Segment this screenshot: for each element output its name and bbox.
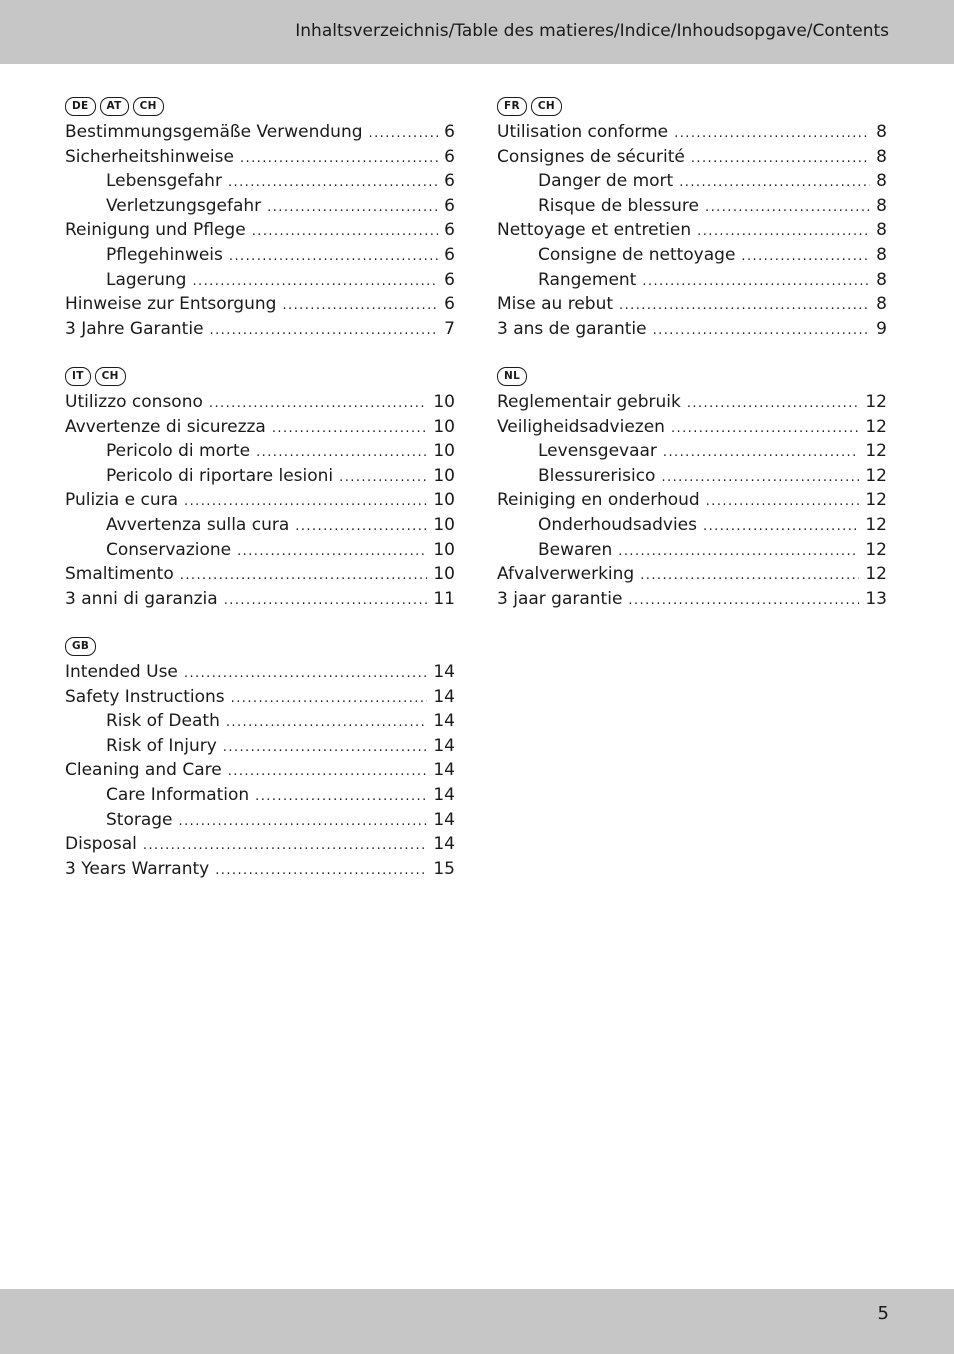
toc-entry-label: 3 anni di garanzia: [65, 588, 218, 609]
toc-entry-label: Intended Use: [65, 662, 178, 682]
toc-entry: [497, 292, 887, 317]
toc-subentry: [497, 513, 887, 538]
toc-entry-label: Consigne de nettoyage: [538, 244, 736, 265]
toc-entry: [65, 857, 455, 882]
toc-entry: [65, 145, 455, 170]
toc-entry-label: Risk of Injury: [106, 735, 217, 756]
toc-entry-page: 9: [876, 318, 887, 339]
toc-entry-page: 14: [433, 686, 455, 707]
toc-entry-label: Hinweise zur Entsorgung: [65, 294, 277, 315]
dot-leader: [267, 196, 438, 221]
toc-entry-page: 6: [444, 269, 455, 290]
toc-entry-label: Lagerung: [106, 269, 187, 290]
toc-section-nl: [497, 363, 887, 611]
toc-subentry: [497, 243, 887, 268]
toc-entry-page: 14: [433, 834, 455, 855]
toc-entry-page: 14: [433, 711, 455, 732]
toc-entry: [65, 120, 455, 145]
toc-entry-page: 10: [433, 416, 455, 437]
toc-entry-page: 10: [433, 539, 455, 560]
dot-leader: [628, 589, 859, 614]
toc-entry: [497, 415, 887, 440]
toc-entry-list: [65, 660, 455, 881]
dot-leader: [228, 171, 438, 196]
dot-leader: [210, 319, 439, 344]
toc-entry-page: 6: [444, 294, 455, 315]
toc-entry-list: [65, 120, 455, 341]
country-badge-fr: FR: [497, 97, 527, 116]
toc-entry-label: 3 Years Warranty: [65, 858, 210, 879]
toc-entry-page: 12: [865, 514, 887, 535]
toc-entry-label: Rangement: [538, 269, 637, 290]
toc-entry: [65, 218, 455, 243]
toc-subentry: [497, 439, 887, 464]
toc-entry-label: Onderhoudsadvies: [538, 514, 698, 535]
toc-entry-label: Avvertenze di sicurezza: [65, 416, 266, 437]
toc-subentry: [65, 268, 455, 293]
country-badge-at: AT: [100, 97, 129, 116]
toc-entry-label: Care Information: [106, 784, 250, 805]
toc-section-fr-ch: [497, 93, 887, 341]
language-badges: [65, 363, 455, 389]
dot-leader: [691, 147, 870, 172]
dot-leader: [640, 564, 859, 589]
toc-subentry: [497, 538, 887, 563]
dot-leader: [687, 392, 860, 417]
toc-entry: [65, 317, 455, 342]
toc-entry: [497, 587, 887, 612]
toc-entry: [497, 120, 887, 145]
toc-entry-page: 6: [444, 146, 455, 167]
toc-subentry: [65, 243, 455, 268]
country-badge-ch: CH: [133, 97, 164, 116]
toc-entry-label: Avvertenza sulla cura: [106, 514, 290, 535]
toc-entry-label: Lebensgefahr: [106, 171, 222, 192]
toc-subentry: [497, 268, 887, 293]
toc-entry: [497, 317, 887, 342]
toc-entry: [497, 390, 887, 415]
toc-entry: [65, 758, 455, 783]
toc-entry: [65, 415, 455, 440]
toc-subentry: [65, 169, 455, 194]
dot-leader: [642, 270, 870, 295]
toc-entry-page: 10: [433, 564, 455, 585]
dot-leader: [272, 417, 428, 442]
toc-entry-page: 15: [433, 858, 455, 879]
toc-entry-page: 12: [865, 465, 887, 486]
toc-entry-label: Reiniging en onderhoud: [497, 490, 700, 511]
toc-subentry: [65, 709, 455, 734]
dot-leader: [703, 515, 859, 540]
toc-entry: [497, 488, 887, 513]
toc-entry-page: 8: [876, 244, 887, 265]
dot-leader: [228, 760, 428, 785]
dot-leader: [209, 392, 427, 417]
toc-entry-page: 8: [876, 122, 887, 142]
toc-entry-page: 10: [433, 490, 455, 511]
toc-entry-page: 6: [444, 220, 455, 241]
toc-entry-label: Disposal: [65, 834, 137, 855]
header-bar: [0, 0, 954, 64]
toc-entry-page: 10: [433, 465, 455, 486]
toc-entry: [497, 562, 887, 587]
toc-entry-label: Consignes de sécurité: [497, 146, 685, 167]
dot-leader: [369, 122, 439, 147]
toc-entry: [65, 832, 455, 857]
country-badge-nl: NL: [497, 367, 527, 386]
toc-entry-page: 14: [433, 784, 455, 805]
toc-entry-page: 8: [876, 171, 887, 192]
toc-subentry: [497, 464, 887, 489]
toc-entry-page: 14: [433, 809, 455, 830]
toc-entry-label: Utilisation conforme: [497, 122, 669, 142]
toc-entry-label: Sicherheitshinweise: [65, 146, 234, 167]
toc-subentry: [65, 538, 455, 563]
toc-entry-page: 12: [865, 392, 887, 412]
footer-bar: [0, 1289, 954, 1354]
page-number: 5: [877, 1303, 889, 1324]
country-badge-ch: CH: [531, 97, 562, 116]
language-badges: [497, 93, 887, 119]
language-badges: [65, 93, 455, 119]
toc-entry-label: Bewaren: [538, 539, 613, 560]
toc-subentry: [65, 464, 455, 489]
page-header-title: Inhaltsverzeichnis/Table des matieres/Indice/Inhoudsopgave/Contents: [295, 21, 889, 41]
dot-leader: [229, 245, 438, 270]
dot-leader: [184, 662, 427, 687]
toc-entry-label: Veiligheidsadviezen: [497, 416, 665, 437]
toc-entry-list: [497, 120, 887, 341]
country-badge-ch: CH: [95, 367, 126, 386]
toc-entry-label: Pflegehinweis: [106, 244, 223, 265]
language-badges: [65, 633, 455, 659]
dot-leader: [653, 319, 871, 344]
toc-entry-page: 8: [876, 269, 887, 290]
toc-entry: [65, 562, 455, 587]
toc-entry-page: 13: [865, 588, 887, 609]
dot-leader: [619, 294, 870, 319]
toc-entry-label: Storage: [106, 809, 173, 830]
toc-entry-label: Pericolo di riportare lesioni: [106, 465, 334, 486]
dot-leader: [237, 540, 427, 565]
toc-section-gb: [65, 633, 455, 881]
country-badge-it: IT: [65, 367, 91, 386]
toc-entry-label: Verletzungsgefahr: [106, 195, 262, 216]
language-badges: [497, 363, 887, 389]
toc-section-it-ch: [65, 363, 455, 611]
dot-leader: [184, 490, 427, 515]
dot-leader: [697, 220, 870, 245]
toc-entry-label: Pericolo di morte: [106, 441, 251, 462]
dot-leader: [295, 515, 427, 540]
dot-leader: [674, 122, 870, 147]
dot-leader: [240, 147, 438, 172]
dot-leader: [226, 711, 428, 736]
toc-entry-page: 6: [444, 195, 455, 216]
toc-subentry: [497, 169, 887, 194]
dot-leader: [339, 466, 427, 491]
toc-entry-label: Smaltimento: [65, 564, 174, 585]
toc-entry-page: 14: [433, 735, 455, 756]
toc-entry-label: Afvalverwerking: [497, 564, 635, 585]
toc-entry: [65, 390, 455, 415]
dot-leader: [179, 810, 428, 835]
toc-entry-page: 6: [444, 171, 455, 192]
toc-entry-label: Levensgevaar: [538, 441, 657, 462]
dot-leader: [663, 441, 859, 466]
country-badge-gb: GB: [65, 637, 96, 656]
dot-leader: [282, 294, 438, 319]
toc-subentry: [65, 194, 455, 219]
toc-entry: [65, 685, 455, 710]
dot-leader: [252, 220, 438, 245]
toc-subentry: [65, 783, 455, 808]
toc-entry-page: 8: [876, 195, 887, 216]
dot-leader: [671, 417, 859, 442]
toc-subentry: [497, 194, 887, 219]
toc-entry-page: 14: [433, 662, 455, 682]
toc-entry-page: 8: [876, 146, 887, 167]
toc-entry-page: 12: [865, 564, 887, 585]
toc-entry-label: Reinigung und Pflege: [65, 220, 246, 241]
toc-subentry: [65, 808, 455, 833]
toc-entry-page: 14: [433, 760, 455, 781]
dot-leader: [705, 196, 870, 221]
dot-leader: [706, 490, 860, 515]
toc-entry: [65, 660, 455, 685]
toc-entry-label: 3 ans de garantie: [497, 318, 647, 339]
dot-leader: [256, 441, 427, 466]
toc-entry-page: 12: [865, 416, 887, 437]
toc-entry-page: 7: [444, 318, 455, 339]
toc-entry-list: [65, 390, 455, 611]
toc-entry-label: Danger de mort: [538, 171, 674, 192]
toc-entry-page: 10: [433, 514, 455, 535]
toc-subentry: [65, 439, 455, 464]
toc-entry-page: 11: [433, 588, 455, 609]
toc-entry-page: 8: [876, 294, 887, 315]
toc-entry-page: 8: [876, 220, 887, 241]
toc-entry: [497, 218, 887, 243]
toc-entry-label: Risque de blessure: [538, 195, 700, 216]
dot-leader: [143, 834, 427, 859]
toc-entry-label: Cleaning and Care: [65, 760, 222, 781]
toc-entry: [65, 292, 455, 317]
dot-leader: [679, 171, 870, 196]
toc-entry-page: 12: [865, 539, 887, 560]
toc-entry-label: Reglementair gebruik: [497, 392, 681, 412]
dot-leader: [223, 736, 428, 761]
country-badge-de: DE: [65, 97, 96, 116]
toc-entry-label: 3 Jahre Garantie: [65, 318, 204, 339]
dot-leader: [224, 589, 428, 614]
toc-entry-label: Safety Instructions: [65, 686, 225, 707]
dot-leader: [618, 540, 859, 565]
toc-subentry: [65, 734, 455, 759]
dot-leader: [255, 785, 427, 810]
dot-leader: [741, 245, 870, 270]
toc-entry-label: Nettoyage et entretien: [497, 220, 692, 241]
toc-entry-label: Bestimmungsgemäße Verwendung: [65, 122, 363, 142]
toc-entry-page: 12: [865, 441, 887, 462]
toc-entry-page: 10: [433, 392, 455, 412]
toc-entry-list: [497, 390, 887, 611]
toc-entry-label: Utilizzo consono: [65, 392, 203, 412]
dot-leader: [215, 859, 427, 884]
toc-entry-page: 10: [433, 441, 455, 462]
toc-entry-label: 3 jaar garantie: [497, 588, 623, 609]
toc-section-de-at-ch: [65, 93, 455, 341]
toc-entry-page: 12: [865, 490, 887, 511]
dot-leader: [192, 270, 438, 295]
dot-leader: [180, 564, 428, 589]
toc-entry-label: Conservazione: [106, 539, 232, 560]
toc-entry-page: 6: [444, 244, 455, 265]
toc-entry-label: Mise au rebut: [497, 294, 614, 315]
toc-entry: [65, 488, 455, 513]
toc-entry: [65, 587, 455, 612]
toc-entry-label: Pulizia e cura: [65, 490, 179, 511]
toc-entry-label: Blessurerisico: [538, 465, 656, 486]
toc-subentry: [65, 513, 455, 538]
toc-entry-label: Risk of Death: [106, 711, 220, 732]
toc-entry-page: 6: [444, 122, 455, 142]
dot-leader: [661, 466, 859, 491]
dot-leader: [231, 687, 428, 712]
toc-entry: [497, 145, 887, 170]
